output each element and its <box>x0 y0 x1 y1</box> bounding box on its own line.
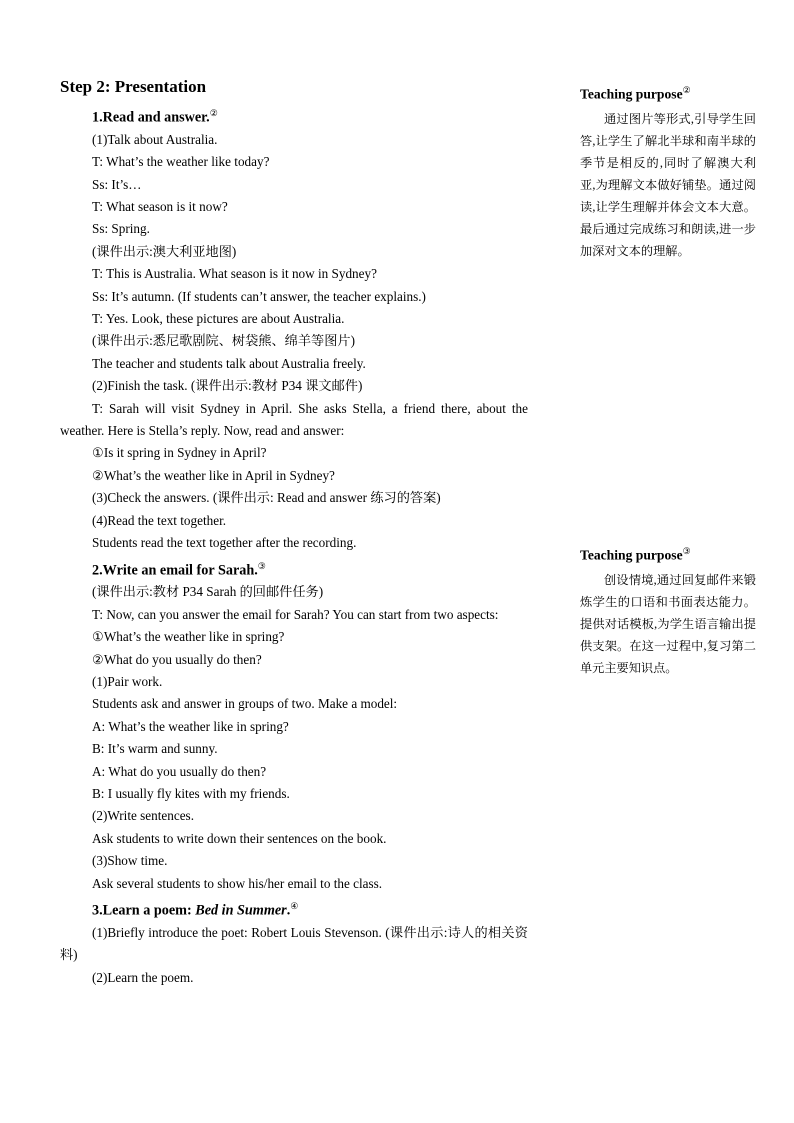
section-2-title: 2.Write an email for Sarah. <box>92 561 258 578</box>
text-line: (2)Learn the poem. <box>92 969 194 985</box>
text-line: (2)Write sentences. <box>92 808 194 824</box>
text-line: A: What’s the weather like in spring? <box>92 718 289 734</box>
text-line: ②What’s the weather like in April in Sydney? <box>92 467 335 483</box>
text-line: Ss: Spring. <box>92 221 150 237</box>
text-line: Students read the text together after the recording. <box>92 535 357 551</box>
section-3-title: 3.Learn a poem: <box>92 902 196 919</box>
text-line: T: What’s the weather like today? <box>92 154 270 170</box>
text-paragraph: T: Now, can you answer the email for Sarah? You can start from two aspects: <box>92 606 499 622</box>
text-line: (课件出示:澳大利亚地图) <box>92 243 237 259</box>
section-2-heading <box>60 555 528 582</box>
text-line: The teacher and students talk about Australia freely. <box>92 355 366 371</box>
note-text: 通过图片等形式,引导学生回答,让学生了解北半球和南半球的季节是相反的,同时了解澳大利亚,为理解文本做好铺垫。通过阅读,让学生理解并体会文本大意。最后通过完成练习和朗读,进一步加深对文本的理解。 <box>580 111 756 258</box>
section-3-title-end: . <box>286 902 291 919</box>
text-line: Ask students to write down their sentences on the book. <box>92 830 387 846</box>
teaching-purpose-note-2 <box>580 541 756 679</box>
footnote-marker: ③ <box>257 560 266 571</box>
text-line: (课件出示:悉尼歌剧院、树袋熊、绵羊等图片) <box>92 333 356 349</box>
footnote-marker: ④ <box>290 901 299 911</box>
text-line: T: What season is it now? <box>92 199 228 215</box>
note-title-text: Teaching purpose <box>580 547 683 563</box>
text-line: Ask several students to show his/her email to the class. <box>92 875 383 891</box>
text-line: (3)Check the answers. (课件出示: Read and answer 练习的答案) <box>92 490 441 506</box>
poem-title: Bed in Summer <box>195 902 287 919</box>
text-line: ①Is it spring in Sydney in April? <box>92 445 267 461</box>
step-title: Step 2: Presentation <box>60 77 207 96</box>
section-1-title: 1.Read and answer. <box>92 109 210 126</box>
footnote-marker: ② <box>682 85 691 95</box>
text-line: T: This is Australia. What season is it now in Sydney? <box>92 266 377 282</box>
text-line: (2)Finish the task. (课件出示:教材 P34 课文邮件) <box>92 378 363 394</box>
text-line: (3)Show time. <box>92 853 168 869</box>
lesson-content <box>60 76 528 989</box>
text-line: ①What’s the weather like in spring? <box>92 629 285 645</box>
text-line: Ss: It’s autumn. (If students can’t answer, the teacher explains.) <box>92 288 426 304</box>
footnote-marker: ② <box>209 108 218 118</box>
text-line: ②What do you usually do then? <box>92 651 262 667</box>
text-line: (1)Pair work. <box>92 673 163 689</box>
text-line: Ss: It’s… <box>92 176 142 192</box>
text-line: Students ask and answer in groups of two. Make a model: <box>92 696 398 712</box>
note-title <box>580 541 756 566</box>
text-line: B: It’s warm and sunny. <box>92 741 218 757</box>
footnote-marker: ③ <box>682 546 691 556</box>
teaching-purpose-note-1 <box>580 80 756 262</box>
text-line: T: Yes. Look, these pictures are about Australia. <box>92 311 345 327</box>
text-paragraph: T: Sarah will visit Sydney in April. She asks Stella, a friend there, about the weather. Here is Stella’s reply. Now, read and answer: <box>60 400 528 439</box>
text-line: A: What do you usually do then? <box>92 763 267 779</box>
text-line: (1)Talk about Australia. <box>92 131 218 147</box>
note-text: 创设情境,通过回复邮件来锻炼学生的口语和书面表达能力。提供对话模板,为学生语言输出提供支架。在这一过程中,复习第二单元主要知识点。 <box>580 572 756 675</box>
text-line: (4)Read the text together. <box>92 512 227 528</box>
section-3-heading <box>60 895 528 922</box>
note-title <box>580 80 756 105</box>
text-line: B: I usually fly kites with my friends. <box>92 785 290 801</box>
section-1-heading <box>60 102 528 129</box>
text-paragraph: (1)Briefly introduce the poet: Robert Louis Stevenson. (课件出示:诗人的相关资料) <box>60 924 528 963</box>
text-line: (课件出示:教材 P34 Sarah 的回邮件任务) <box>92 584 324 600</box>
note-title-text: Teaching purpose <box>580 86 683 102</box>
